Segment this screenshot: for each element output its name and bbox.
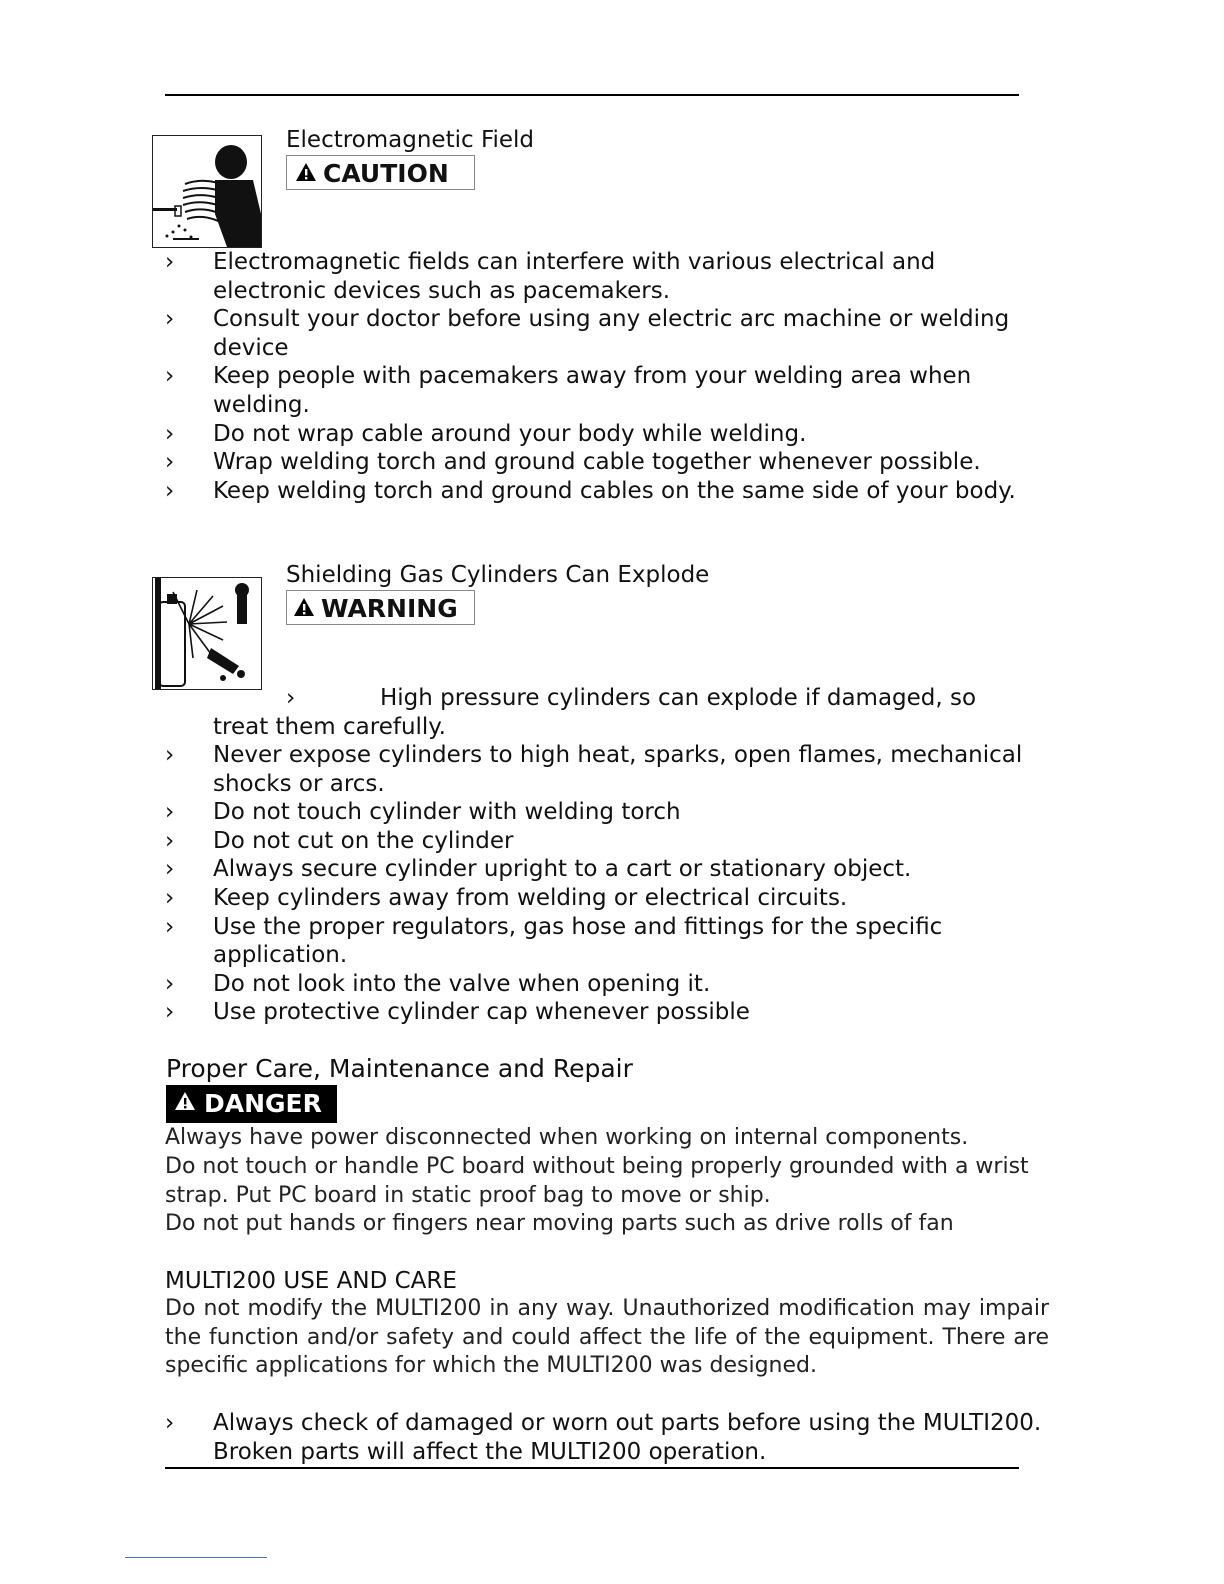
list-item: › Use protective cylinder cap whenever possible [165, 999, 750, 1026]
warning-triangle-icon [295, 156, 317, 191]
list-item: › Do not wrap cable around your body while welding. [165, 420, 807, 447]
use-list [165, 1409, 1055, 1466]
list-item: › Do not cut on the cylinder [165, 827, 514, 854]
list-item: › Keep cylinders away from welding or electrical circuits. [165, 884, 848, 911]
list-item: › Electromagnetic fields can interfere with various electrical and electronic devices such as pacemakers. [165, 249, 936, 304]
cylinder-explosion-icon [152, 577, 262, 690]
list-item: › Use the proper regulators, gas hose and fittings for the specific application. [165, 913, 943, 969]
use-title: MULTI200 USE AND CARE [165, 1268, 457, 1294]
list-item: › Always secure cylinder upright to a cart or stationary object. [165, 856, 912, 883]
warning-text: WARNING [321, 594, 458, 623]
gas-list [165, 741, 1055, 1027]
list-item: › Consult your doctor before using any electric arc machine or welding device [165, 306, 1010, 361]
list-item: › Do not touch cylinder with welding torch [165, 799, 681, 826]
warning-triangle-icon [174, 1084, 196, 1122]
care-line-2: Do not touch or handle PC board without being properly grounded with a wrist strap. Put PC board in static proof bag to move or ship. [165, 1154, 1029, 1208]
care-title: Proper Care, Maintenance and Repair [166, 1054, 633, 1083]
electromagnetic-field-icon [152, 135, 262, 248]
emf-list [165, 248, 1055, 505]
bottom-rule [165, 1467, 1019, 1469]
list-item: › Never expose cylinders to high heat, sparks, open flames, mechanical shocks or arcs. [165, 742, 1023, 797]
top-rule [165, 94, 1019, 96]
care-line-3: Do not put hands or fingers near moving parts such as drive rolls of fan [165, 1211, 954, 1236]
danger-text: DANGER [204, 1089, 322, 1118]
use-paragraph: Do not modify the MULTI200 in any way. Unauthorized modification may impair the function and/or safety and could affect the life of the equipment. There are specific applications for which the MULTI200 was designed. [165, 1296, 1049, 1379]
list-item: › Always check of damaged or worn out parts before using the MULTI200. Broken parts will affect the MULTI200 operation. [165, 1410, 1042, 1465]
footer-link-underline [125, 1557, 267, 1558]
danger-label [166, 1085, 337, 1123]
warning-label [286, 590, 475, 625]
warning-triangle-icon [293, 591, 315, 626]
list-item: › Do not look into the valve when opening it. [165, 970, 711, 997]
care-line-1: Always have power disconnected when working on internal components. [165, 1125, 969, 1150]
list-item: › Keep people with pacemakers away from your welding area when welding. [165, 363, 972, 418]
gas-first-item: › High pressure cylinders can explode if damaged, so treat them carefully. [213, 685, 977, 740]
caution-text: CAUTION [323, 159, 449, 188]
list-item: › Wrap welding torch and ground cable together whenever possible. [165, 449, 981, 476]
emf-title: Electromagnetic Field [286, 127, 535, 153]
caution-label [286, 155, 475, 190]
gas-title: Shielding Gas Cylinders Can Explode [286, 562, 710, 588]
list-item: › Keep welding torch and ground cables on the same side of your body. [165, 477, 1016, 504]
